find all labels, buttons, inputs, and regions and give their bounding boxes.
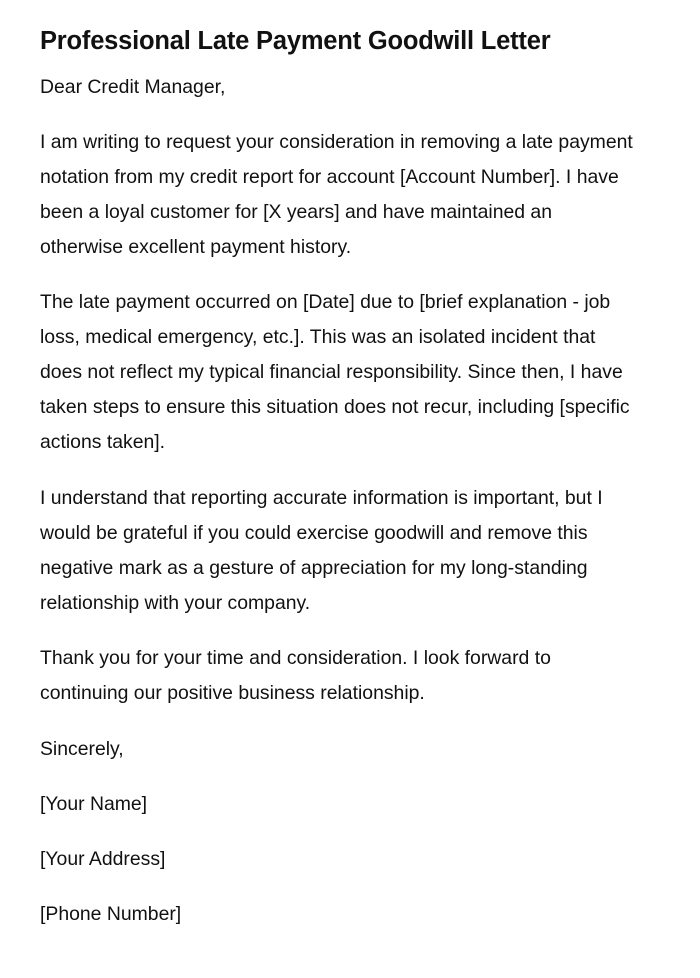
signature-name: [Your Name] [40,793,148,815]
signature-address: [Your Address] [40,848,166,870]
signature-phone: [Phone Number] [40,903,182,925]
letter-paragraph-3: I understand that reporting accurate information is important, but I would be grateful if you could exercise goodwill and remove this negative mark as a gesture of appreciation for my long-standing relationship with your company. [40,487,603,614]
letter-paragraph-2: The late payment occurred on [Date] due to [brief explanation - job loss, medical emergency, etc.]. This was an isolated incident that does not reflect my typical financial responsibility. Since then, I have taken steps to ensure this situation does not recur, including [specific actions taken]. [40,291,630,453]
letter-paragraph-4: Thank you for your time and consideration. I look forward to continuing our positive business relationship. [40,647,551,704]
letter-greeting: Dear Credit Manager, [40,76,226,98]
letter-title: Professional Late Payment Goodwill Letter [40,27,551,55]
letter-closing: Sincerely, [40,738,124,760]
letter-paragraph-1: I am writing to request your consideration in removing a late payment notation from my credit report for account [Account Number]. I have been a loyal customer for [X years] and have maintained an otherwise excellent payment history. [40,131,633,258]
